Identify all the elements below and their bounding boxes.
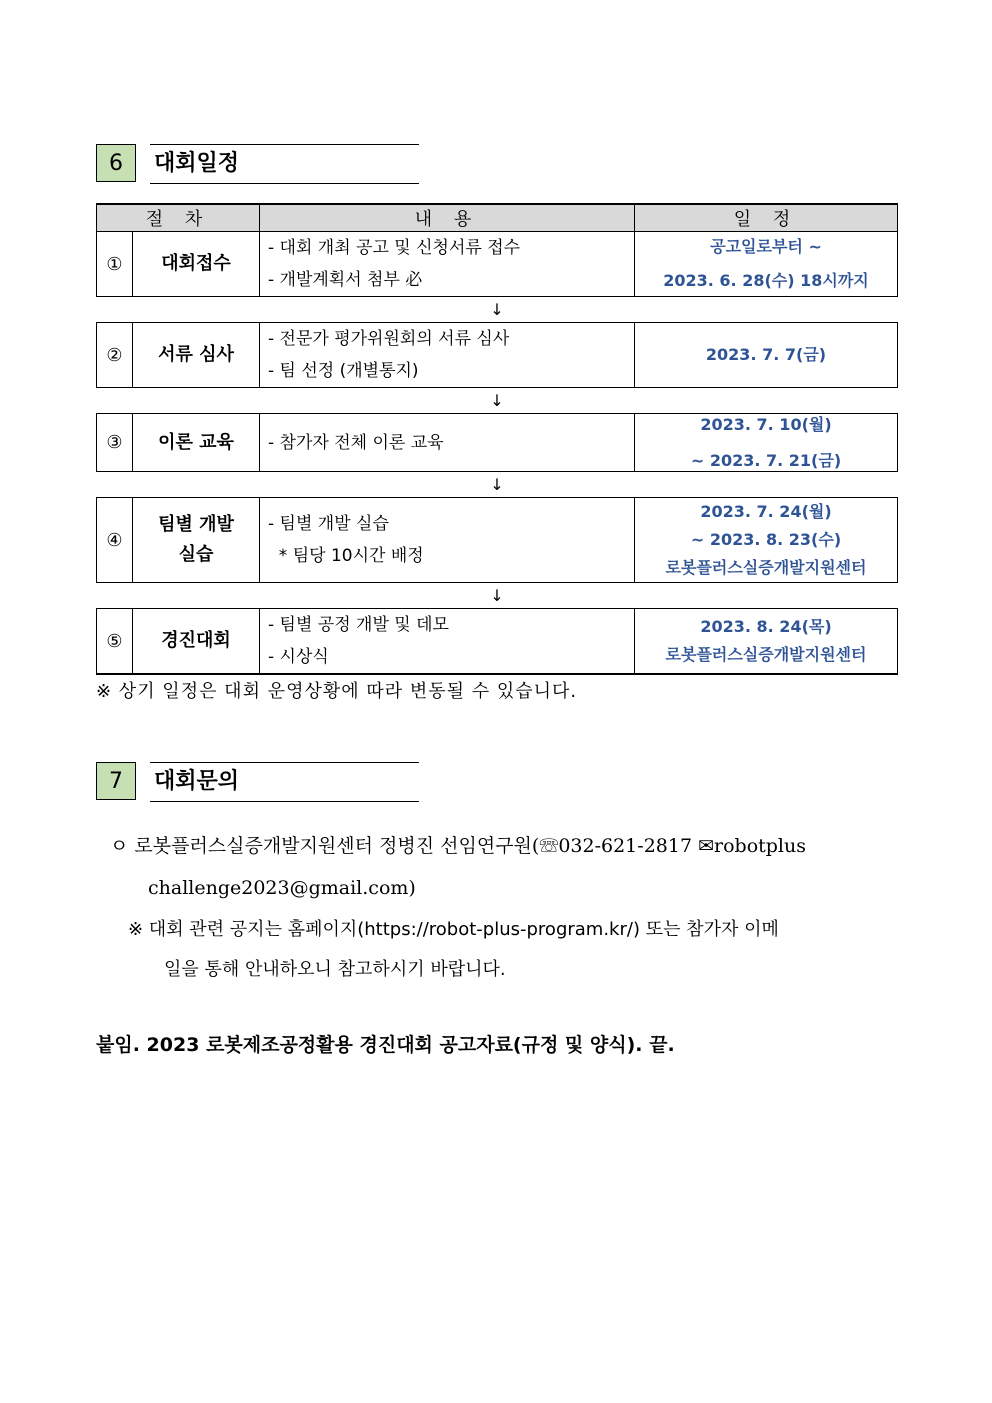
- section-6-heading: [96, 144, 419, 184]
- content-line: * 팀당 10시간 배정: [268, 546, 424, 566]
- date-line: 2023. 6. 28(수) 18시까지: [663, 271, 869, 290]
- content-line: - 팀 선정 (개별통지): [268, 361, 419, 381]
- content-line: - 참가자 전체 이론 교육: [268, 432, 444, 453]
- table-row: [97, 498, 898, 583]
- arrow-row: [97, 388, 898, 414]
- table-row: [97, 323, 898, 388]
- table-row: [97, 414, 898, 472]
- content-line: - 개발계획서 첨부 必: [268, 270, 423, 290]
- date-line: ~ 2023. 8. 23(수): [690, 530, 842, 549]
- step-date: [635, 498, 898, 583]
- step-content: [260, 609, 635, 675]
- step-content: [260, 323, 635, 388]
- step-name: 대회접수: [133, 232, 260, 297]
- row-number: ②: [97, 323, 133, 388]
- section-title: 대회문의: [150, 762, 419, 802]
- arrow-row: [97, 472, 898, 498]
- down-arrow-icon: ↓: [97, 472, 898, 498]
- section-number: 7: [96, 762, 136, 800]
- date-line: ~ 2023. 7. 21(금): [690, 450, 842, 470]
- step-date: [635, 609, 898, 675]
- date-line: 2023. 7. 10(월): [700, 414, 832, 434]
- date-line: 2023. 8. 24(목): [700, 617, 832, 636]
- step-name: 경진대회: [133, 609, 260, 675]
- content-line: - 전문가 평가위원회의 서류 심사: [268, 329, 510, 349]
- date-line: 로봇플러스실증개발지원센터: [665, 645, 867, 664]
- date-line: 로봇플러스실증개발지원센터: [665, 558, 867, 577]
- section-7-heading: [96, 762, 419, 802]
- section-number: 6: [96, 144, 136, 182]
- step-content: [260, 232, 635, 297]
- step-date: [635, 323, 898, 388]
- step-date: [635, 232, 898, 297]
- date-line: 공고일로부터 ~: [710, 237, 822, 256]
- attachment-note: 붙임. 2023 로봇제조공정활용 경진대회 공고자료(규정 및 양식). 끝.: [96, 1034, 675, 1056]
- header-content: 내 용: [260, 204, 635, 232]
- row-number: ⑤: [97, 609, 133, 675]
- date-line: 2023. 7. 7(금): [705, 345, 827, 364]
- step-date: [635, 414, 898, 472]
- notice-line: 일을 통해 안내하오니 참고하시기 바랍니다.: [164, 959, 506, 980]
- content-line: - 시상식: [268, 647, 329, 667]
- content-line: - 팀별 공정 개발 및 데모: [268, 615, 449, 635]
- down-arrow-icon: ↓: [97, 388, 898, 414]
- row-number: ③: [97, 414, 133, 472]
- content-line: - 팀별 개발 실습: [268, 514, 389, 534]
- homepage-notice: [128, 910, 898, 990]
- date-line: 2023. 7. 24(월): [700, 502, 832, 521]
- table-row: [97, 232, 898, 297]
- schedule-note: ※ 상기 일정은 대회 운영상황에 따라 변동될 수 있습니다.: [96, 681, 578, 702]
- row-number: ①: [97, 232, 133, 297]
- section-title: 대회일정: [150, 144, 419, 184]
- down-arrow-icon: ↓: [97, 297, 898, 323]
- contact-info: [110, 825, 900, 909]
- step-content: [260, 498, 635, 583]
- notice-line: ※ 대회 관련 공지는 홈페이지(https://robot-plus-program.kr/) 또는 참가자 이메: [128, 919, 779, 940]
- schedule-table: [96, 203, 898, 675]
- step-name-text: 팀별 개발 실습: [158, 514, 234, 565]
- header-date: 일 정: [635, 204, 898, 232]
- table-row: [97, 609, 898, 675]
- step-name: 이론 교육: [133, 414, 260, 472]
- contact-email-line: challenge2023@gmail.com): [148, 877, 416, 899]
- down-arrow-icon: ↓: [97, 583, 898, 609]
- contact-line: ㅇ 로봇플러스실증개발지원센터 정병진 선임연구원(☏032-621-2817 ✉robotplus: [110, 835, 806, 857]
- arrow-row: [97, 297, 898, 323]
- step-name: [133, 498, 260, 583]
- header-step: 절 차: [97, 204, 260, 232]
- step-name: 서류 심사: [133, 323, 260, 388]
- step-content: [260, 414, 635, 472]
- table-header-row: [97, 204, 898, 232]
- arrow-row: [97, 583, 898, 609]
- content-line: - 대회 개최 공고 및 신청서류 접수: [268, 238, 521, 258]
- row-number: ④: [97, 498, 133, 583]
